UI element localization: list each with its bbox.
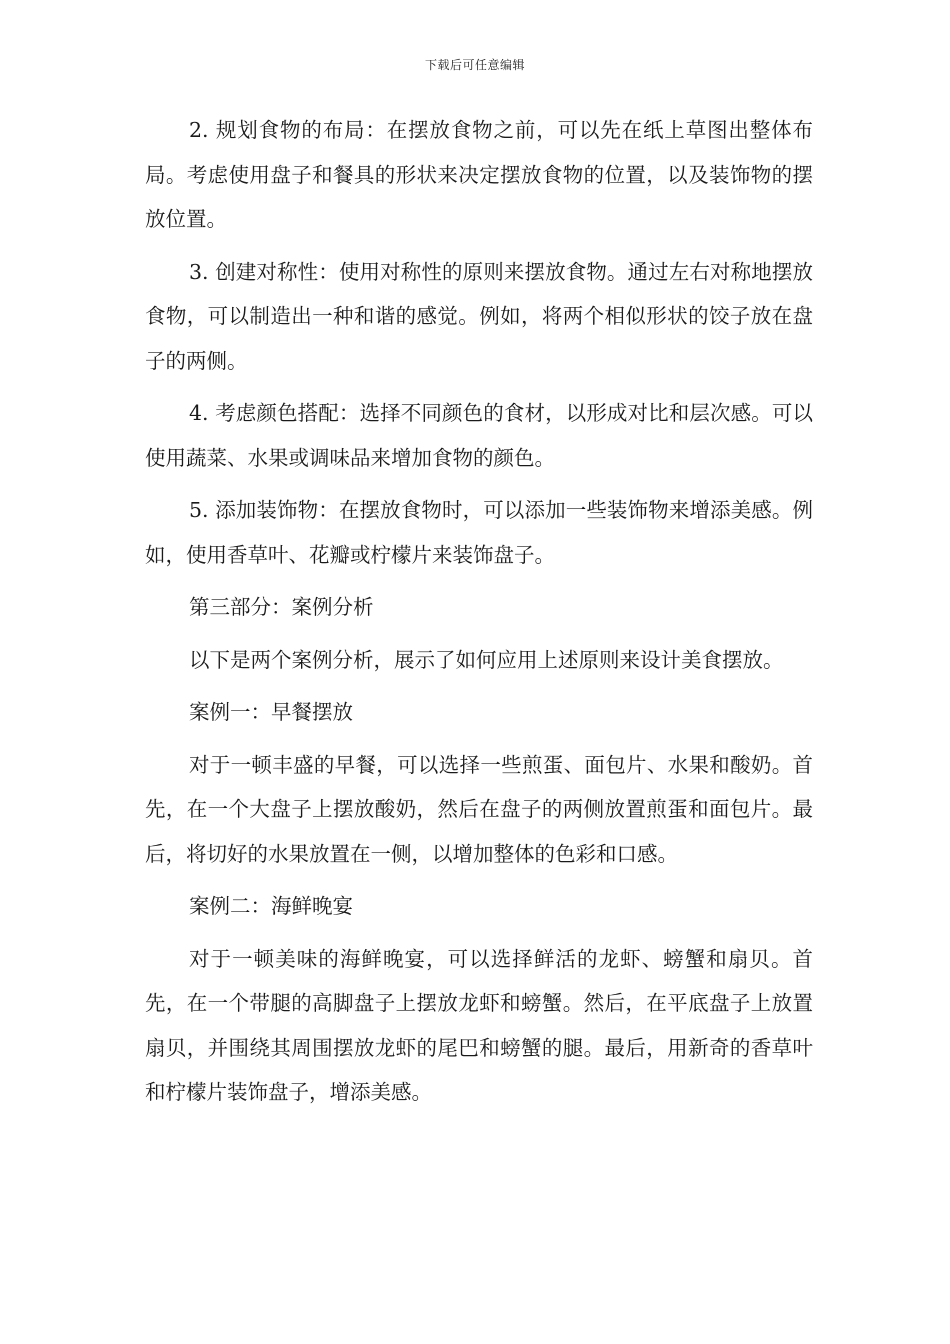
- page-header-note: 下载后可任意编辑: [424, 58, 525, 72]
- case-two-heading: 案例二：海鲜晚宴: [189, 894, 353, 918]
- paragraph-color-matching: 4. 考虑颜色搭配：选择不同颜色的食材，以形成对比和层次感。可以使用蔬菜、水果或调味品来增加食物的颜色。: [145, 401, 813, 470]
- paragraph-case-one: 对于一顿丰盛的早餐，可以选择一些煎蛋、面包片、水果和酸奶。首先，在一个大盘子上摆放酸奶，然后在盘子的两侧放置煎蛋和面包片。最后，将切好的水果放置在一侧，以增加整体的色彩和口感。: [145, 752, 813, 866]
- section-heading-case-analysis: 第三部分：案例分析: [189, 595, 374, 619]
- paragraph-case-intro: 以下是两个案例分析，展示了如何应用上述原则来设计美食摆放。: [189, 647, 784, 672]
- paragraph-layout-planning: 2. 规划食物的布局：在摆放食物之前，可以先在纸上草图出整体布局。考虑使用盘子和餐具的形状来决定摆放食物的位置，以及装饰物的摆放位置。: [145, 118, 813, 231]
- paragraph-decorations: 5. 添加装饰物：在摆放食物时，可以添加一些装饰物来增添美感。例如，使用香草叶、花瓣或柠檬片来装饰盘子。: [145, 498, 813, 567]
- paragraph-case-two: 对于一顿美味的海鲜晚宴，可以选择鲜活的龙虾、螃蟹和扇贝。首先，在一个带腿的高脚盘子上摆放龙虾和螃蟹。然后，在平底盘子上放置扇贝，并围绕其周围摆放龙虾的尾巴和螃蟹的腿。最后，用新奇的香草叶和柠檬片装饰盘子，增添美感。: [145, 946, 813, 1104]
- case-one-heading: 案例一：早餐摆放: [189, 700, 353, 724]
- paragraph-symmetry: 3. 创建对称性：使用对称性的原则来摆放食物。通过左右对称地摆放食物，可以制造出一种和谐的感觉。例如，将两个相似形状的饺子放在盘子的两侧。: [145, 259, 813, 373]
- document-body: [145, 108, 813, 1123]
